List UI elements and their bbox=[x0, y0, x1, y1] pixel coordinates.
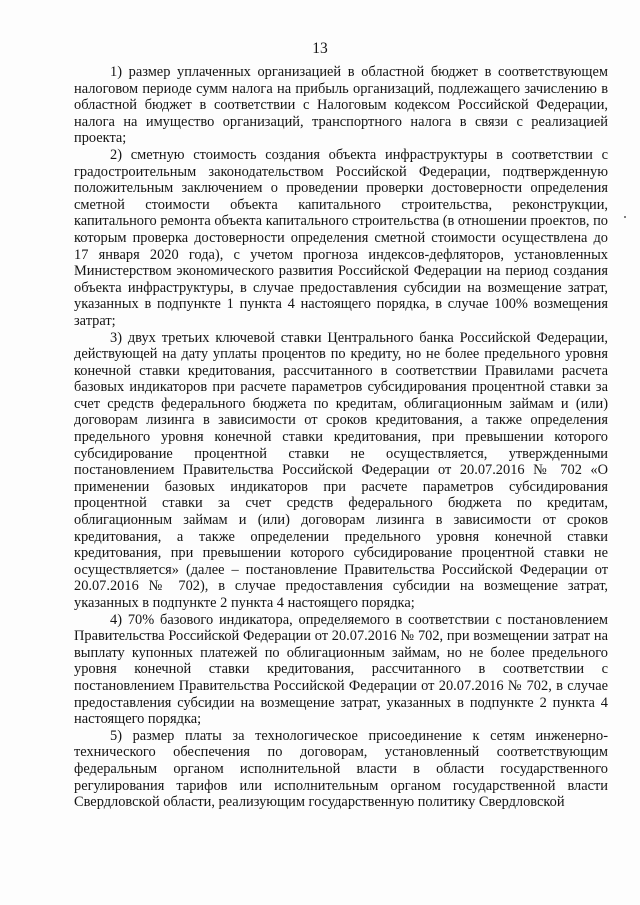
paragraph-item-1: 1) размер уплаченных организацией в областной бюджет в соответствующем налоговом периоде сумм налога на прибыль организаций, подлежащего зачислению в областной бюджет в соответствии с Налоговым кодексом Российской Федерации, налога на имущество организаций, транспортного налога в связи с реализацией проекта; bbox=[74, 64, 608, 147]
document-body bbox=[74, 64, 608, 811]
scan-speck bbox=[624, 216, 626, 218]
paragraph-item-4: 4) 70% базового индикатора, определяемого в соответствии с постановлением Правительства Российской Федерации от 20.07.2016 № 702, при возмещении затрат на выплату купонных платежей по облигационным займам, но не более предельного уровня конечной ставки кредитования, рассчитанного в соответствии с постановлением Правительства Российской Федерации от 20.07.2016 № 702, в случае предоставления субсидии на возмещение затрат, указанных в подпункте 2 пункта 4 настоящего порядка; bbox=[74, 611, 608, 728]
paragraph-item-3: 3) двух третьих ключевой ставки Центрального банка Российской Федерации, действующей на дату уплаты процентов по кредиту, но не более предельного уровня конечной ставки кредитования, рассчитанного в соответствии Правилами расчета базовых индикаторов при расчете параметров субсидирования процентной ставки за счет средств федерального бюджета по кредитам, облигационным займам и (или) договорам лизинга в зависимости от сроков кредитования, а также определения предельного уровня конечной ставки кредитования, при превышении которого субсидирование процентной ставки не осуществляется, утвержденными постановлением Правительства Российской Федерации от 20.07.2016 № 702 «О применении базовых индикаторов при расчете параметров субсидирования процентной ставки за счет средств федерального бюджета по кредитам, облигационным займам и (или) договорам лизинга в зависимости от сроков кредитования, а также определении предельного уровня конечной ставки кредитования, при превышении которого субсидирование процентной ставки не осуществляется» (далее – постановление Правительства Российской Федерации от 20.07.2016 № 702), в случае предоставления субсидии на возмещение затрат, указанных в подпункте 2 пункта 4 настоящего порядка; bbox=[74, 329, 608, 611]
paragraph-item-5: 5) размер платы за технологическое присоединение к сетям инженерно-технического обеспечения по договорам, установленный соответствующим федеральным органом исполнительной власти в области государственного регулирования тарифов или исполнительным органом государственной власти Свердловской области, реализующим государственную политику Свердловской bbox=[74, 727, 608, 811]
paragraph-item-2: 2) сметную стоимость создания объекта инфраструктуры в соответствии с градостроительным законодательством Российской Федерации, подтвержденную положительным заключением о проведении проверки достоверности определения сметной стоимости объекта капитального строительства, реконструкции, капитального ремонта объекта капитального строительства (в отношении проектов, по которым проверка достоверности определения сметной стоимости осуществлена до 17 января 2020 года), с учетом прогноза индексов-дефляторов, установленных Министерством экономического развития Российской Федерации на период создания объекта инфраструктуры, в случае предоставления субсидии на возмещение затрат, указанных в подпункте 1 пункта 4 настоящего порядка, в случае 100% возмещения затрат; bbox=[74, 146, 608, 329]
page-number: 13 bbox=[312, 40, 328, 57]
